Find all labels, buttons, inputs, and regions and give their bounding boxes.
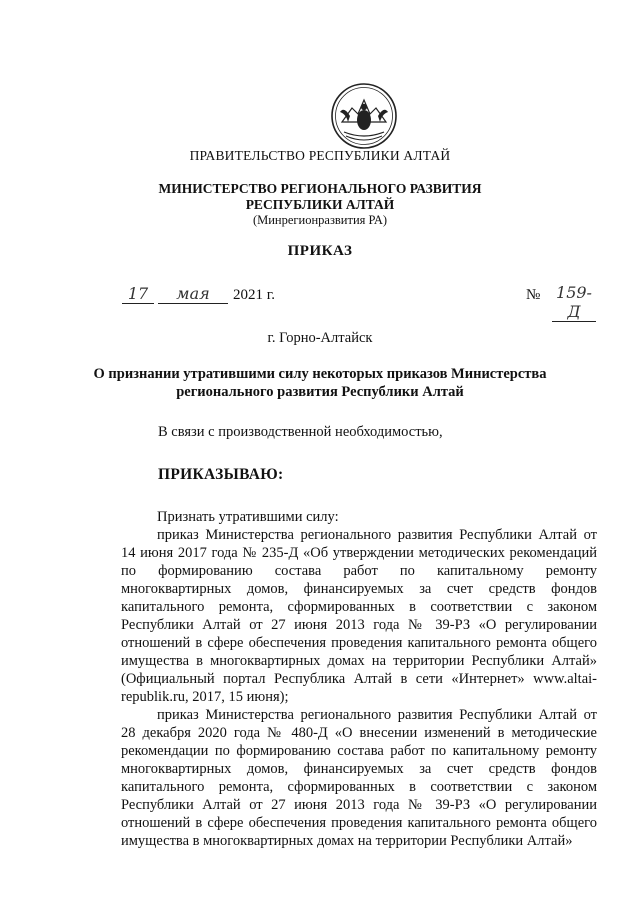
body-paragraph: Признать утратившими силу: [157, 509, 339, 525]
order-subject: О признании утратившими силу некоторых приказов Министерства регионального развития Республики Алтай [93, 366, 547, 400]
ministry-name-line1: МИНИСТЕРСТВО РЕГИОНАЛЬНОГО РАЗВИТИЯ [158, 181, 482, 196]
order-command-word: ПРИКАЗЫВАЮ: [158, 466, 284, 483]
date-month-handwritten: мая [158, 284, 228, 304]
document-type-title: ПРИКАЗ [287, 243, 353, 259]
order-number-handwritten: 159-Д [552, 283, 596, 322]
city-name: г. Горно-Алтайск [267, 330, 373, 346]
date-year: 2021 г. [233, 287, 275, 303]
ministry-name [0, 181, 640, 213]
body-paragraph: приказ Министерства регионального развития Республики Алтай от 14 июня 2017 года № 235-Д «Об утверждении методических рекомендаций по формированию состава работ по капитальному ремонту многоквартирных домов, финансируемых за счет средств фондов капитального ремонта, сформированных в соответствии с законом Республики Алтай от 27 июня 2013 года № 39-РЗ «О регулировании отношений в сфере обеспечения проведения капитального ремонта общего имущества в многоквартирных домах на территории Республики Алтай» (Официальный портал Республика Алтай в сети «Интернет» www.altai-republik.ru, 2017, 15 июня); [121, 527, 597, 705]
order-body [121, 508, 597, 850]
date-day-handwritten: 17 [122, 284, 154, 304]
coat-of-arms-emblem [328, 82, 400, 150]
order-reason: В связи с производственной необходимостью, [158, 424, 443, 440]
ministry-name-line2: РЕСПУБЛИКИ АЛТАЙ [245, 197, 395, 212]
ministry-abbreviation: (Минрегионразвития РА) [252, 213, 388, 227]
government-name: ПРАВИТЕЛЬСТВО РЕСПУБЛИКИ АЛТАЙ [189, 148, 451, 163]
body-paragraph: приказ Министерства регионального развития Республики Алтай от 28 декабря 2020 года № 480-Д «О внесении изменений в методические рекомендации по формированию состава работ по капитальному ремонту многоквартирных домов, финансируемых за счет средств фондов капитального ремонта, сформированных в соответствии с законом Республики Алтай от 27 июня 2013 года № 39-РЗ «О регулировании отношений в сфере обеспечения проведения капитального ремонта общего имущества в многоквартирных домах на территории Республики Алтай» [121, 707, 597, 849]
order-number-label: № [526, 287, 541, 303]
